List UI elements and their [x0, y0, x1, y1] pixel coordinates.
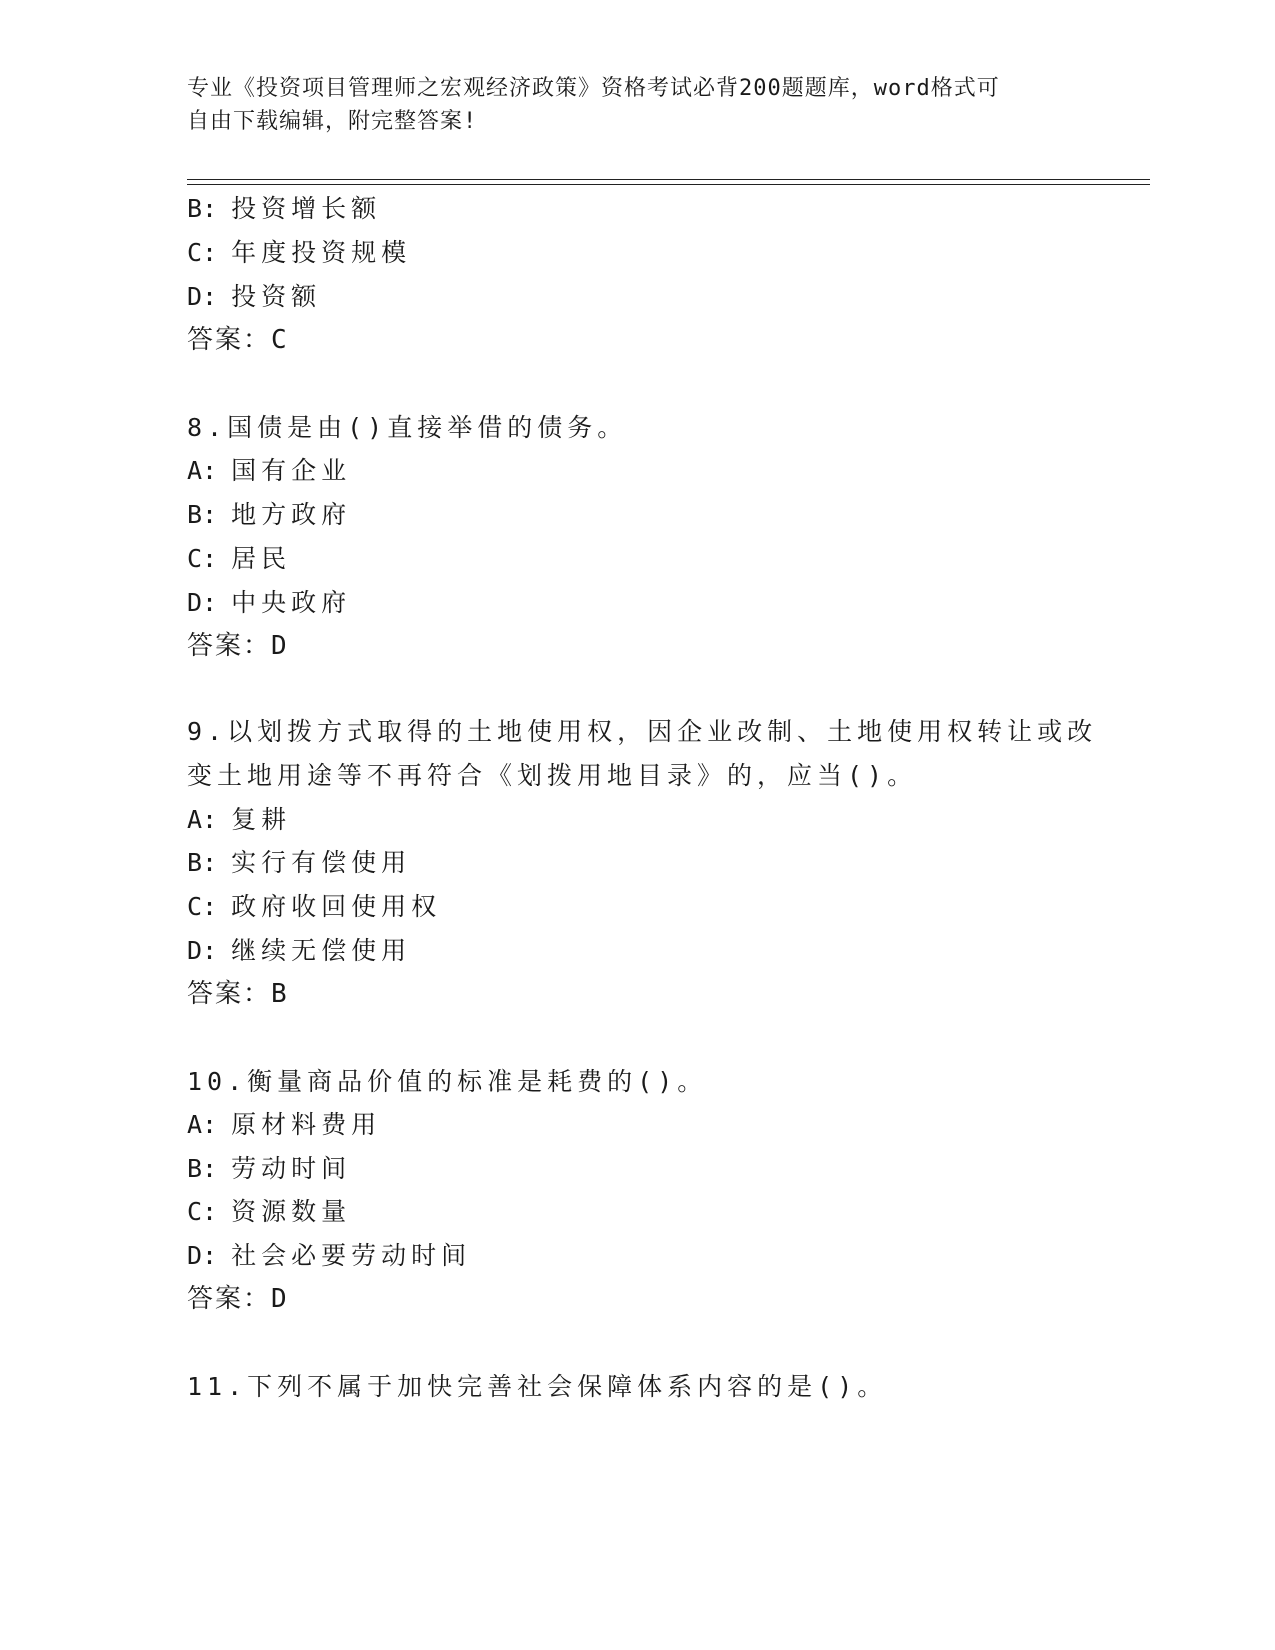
option-label: D: [187, 282, 218, 311]
option-text: 地方政府 [231, 500, 352, 529]
option-d [187, 935, 411, 967]
option-label: D: [187, 1241, 218, 1270]
option-label: D: [187, 588, 218, 617]
option-text: 复耕 [231, 805, 292, 834]
option-text: 投资增长额 [231, 194, 382, 223]
page-header: 专业《投资项目管理师之宏观经济政策》资格考试必背200题题库，word格式可 自由下载编辑，附完整答案! [187, 76, 1000, 134]
answer-line: 答案：B [187, 979, 289, 1009]
option-text: 劳动时间 [231, 1154, 352, 1183]
answer-line: 答案：C [187, 325, 289, 355]
option-label: C: [187, 544, 218, 573]
option-text: 中央政府 [231, 588, 352, 617]
option-label: C: [187, 892, 218, 921]
option-d [187, 1240, 471, 1272]
answer-line: 答案：D [187, 1284, 289, 1314]
option-c [187, 543, 291, 575]
option-text: 原材料费用 [231, 1110, 382, 1139]
option-d [187, 281, 321, 313]
option-label: A: [187, 805, 218, 834]
option-label: A: [187, 456, 218, 485]
option-label: C: [187, 1197, 218, 1226]
question-stem: 10.衡量商品价值的标准是耗费的()。 [187, 1067, 708, 1096]
option-a [187, 1109, 381, 1141]
option-a [187, 804, 291, 836]
question-stem: 11.下列不属于加快完善社会保障体系内容的是()。 [187, 1372, 888, 1401]
header-divider-top [187, 179, 1150, 180]
option-text: 资源数量 [231, 1197, 352, 1226]
option-label: B: [187, 500, 218, 529]
option-label: C: [187, 238, 218, 267]
option-text: 年度投资规模 [231, 238, 412, 267]
header-divider-bottom [187, 184, 1150, 185]
option-b [187, 1153, 351, 1185]
option-b [187, 847, 411, 879]
option-text: 政府收回使用权 [231, 892, 442, 921]
option-text: 居民 [231, 544, 292, 573]
option-b [187, 193, 381, 225]
option-label: B: [187, 848, 218, 877]
question-stem: 8.国债是由()直接举借的债务。 [187, 413, 628, 442]
option-d [187, 587, 351, 619]
answer-line: 答案：D [187, 631, 289, 661]
option-c [187, 1196, 351, 1228]
question-stem-continued: 变土地用途等不再符合《划拨用地目录》的，应当()。 [187, 761, 918, 790]
option-text: 实行有偿使用 [231, 848, 412, 877]
option-text: 社会必要劳动时间 [231, 1241, 472, 1270]
option-a [187, 455, 351, 487]
option-text: 国有企业 [231, 456, 352, 485]
option-text: 投资额 [231, 282, 322, 311]
option-text: 继续无偿使用 [231, 936, 412, 965]
option-b [187, 499, 351, 531]
option-label: B: [187, 194, 218, 223]
option-c [187, 891, 441, 923]
option-c [187, 237, 411, 269]
option-label: D: [187, 936, 218, 965]
question-stem: 9.以划拨方式取得的土地使用权，因企业改制、土地使用权转让或改 [187, 717, 1098, 746]
option-label: A: [187, 1110, 218, 1139]
option-label: B: [187, 1154, 218, 1183]
